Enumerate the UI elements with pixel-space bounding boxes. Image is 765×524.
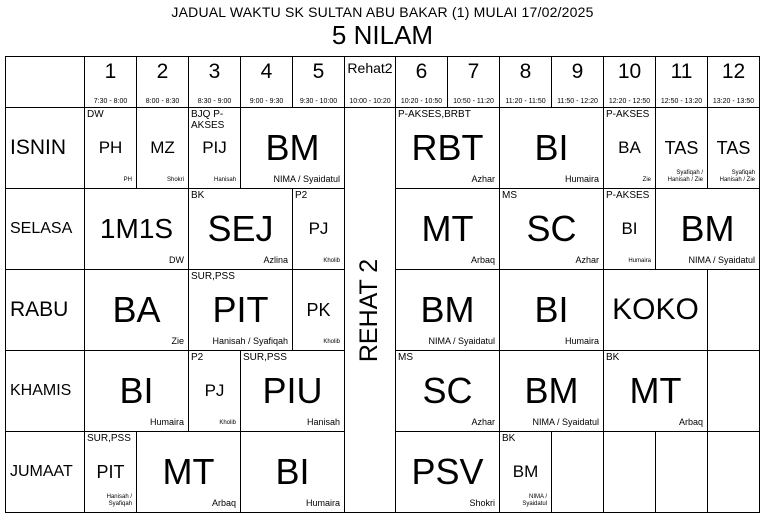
day-label: JUMAAT [10,463,73,480]
subject-code: PIU [262,370,323,411]
rehat-vertical [345,108,395,512]
subject-code: PIT [96,461,125,482]
period-header [137,57,189,108]
teacher-name: Humaira [628,258,651,264]
period-number: 10 [617,60,642,83]
lesson-cell [293,189,345,270]
period-time: 8:00 - 8:30 [145,98,180,105]
lesson-cell [241,351,345,432]
period-number: 5 [312,60,325,83]
teacher-name: Zie [642,177,651,183]
period-number: 6 [415,60,428,83]
lesson-tag: P-AKSES [606,190,650,201]
period-header [500,57,552,108]
day-cell [6,270,85,351]
day-cell [6,351,85,432]
lesson-tag: P2 [295,190,308,201]
lesson-tag: SUR,PSS [243,352,287,363]
subject-code: PJ [308,219,329,238]
period-header [85,57,137,108]
lesson-tag: BJQ P-AKSES [191,109,225,131]
subject-code: RBT [411,127,484,168]
teacher-name: Azlina [263,255,288,265]
subject-code: TAS [664,137,699,158]
teacher-name: Kholib [323,258,340,264]
corner-cell [6,57,85,108]
period-time: 7:30 - 8:00 [93,98,128,105]
teacher-name: Hanisah / Syafiqah [212,336,288,346]
lesson-tag: P2 [191,352,204,363]
period-header [656,57,708,108]
teacher-name: Hanisah [213,177,236,183]
period-number: 8 [519,60,532,83]
lesson-cell [500,432,552,513]
lesson-cell [604,189,656,270]
teacher-name: Azhar [471,417,495,427]
day-cell [6,432,85,513]
period-time: 11:50 - 12:20 [557,98,598,105]
period-number: 2 [156,60,169,83]
day-label: RABU [10,298,69,321]
teacher-name: Azhar [471,174,495,184]
lesson-cell [85,108,137,189]
period-number: 11 [670,60,693,83]
teacher-name: Shokri [469,498,495,508]
lesson-cell [500,270,604,351]
teacher-name: Arbaq [470,255,495,265]
rehat-label: REHAT 2 [355,258,384,362]
teacher-name: Zie [171,336,184,346]
timetable [5,56,760,513]
lesson-cell [604,432,656,513]
teacher-name: Humaira [564,336,599,346]
subject-code: PK [306,299,331,320]
subject-code: BM [680,208,735,249]
subject-code: SC [526,208,577,249]
period-number: 3 [208,60,221,83]
lesson-cell [708,432,760,513]
subject-code: BA [618,138,641,157]
subject-code: MT [421,208,474,249]
period-header [241,57,293,108]
lesson-cell [708,351,760,432]
lesson-cell [137,108,189,189]
subject-code: BM [512,462,539,481]
subject-code: BM [524,370,579,411]
subject-code: BI [621,219,638,238]
period-header [396,57,448,108]
lesson-cell [189,351,241,432]
teacher-name: Humaira [564,174,599,184]
lesson-cell [189,189,293,270]
subject-code: SEJ [207,208,274,249]
period-time: 8:30 - 9:00 [197,98,232,105]
teacher-name: Kholib [219,420,236,426]
period-number: 9 [571,60,584,83]
subject-code: SC [422,370,473,411]
subject-code: BA [112,289,161,330]
class-name: 5 NILAM [331,20,434,50]
day-cell [6,189,85,270]
subject-code: BI [275,451,310,492]
lesson-cell [396,432,500,513]
lesson-tag: SUR,PSS [87,433,131,444]
subject-code: BI [534,127,569,168]
lesson-cell [500,108,604,189]
subject-code: PH [98,138,123,157]
teacher-name: DW [169,255,184,265]
lesson-tag: BK [191,190,205,201]
lesson-cell [396,108,500,189]
subject-code: KOKO [612,293,699,326]
lesson-cell [85,432,137,513]
subject-code: 1M1S [99,213,174,244]
subject-code: PIJ [202,138,227,157]
lesson-cell [656,432,708,513]
teacher-name: NIMA / Syaidatul [428,336,495,346]
teacher-name: Hanisah / Syafiqah [106,494,132,507]
lesson-tag: P-AKSES,BRBT [398,109,471,120]
lesson-cell [189,108,241,189]
day-label: KHAMIS [10,382,72,399]
period-number: 1 [104,60,117,83]
period-header-rehat [345,57,396,108]
lesson-tag: BK [502,433,516,444]
lesson-cell [396,270,500,351]
lesson-tag: MS [502,190,517,201]
lesson-tag: SUR,PSS [191,271,235,282]
teacher-name: Azhar [575,255,599,265]
teacher-name: Arbaq [678,417,703,427]
teacher-name: NIMA / Syaidatul [273,174,340,184]
subject-code: MT [629,370,682,411]
subject-code: MZ [150,138,175,157]
lesson-tag: DW [87,109,104,120]
period-header [552,57,604,108]
teacher-name: Syafiqah Hanisah / Zie [719,170,755,183]
lesson-cell [500,189,604,270]
period-number: Rehat2 [347,60,393,76]
teacher-name: Humaira [305,498,340,508]
lesson-cell [396,189,500,270]
lesson-cell [293,270,345,351]
day-cell [6,108,85,189]
period-header [293,57,345,108]
day-row [6,108,760,189]
lesson-cell [85,189,189,270]
rehat-column [345,108,396,513]
day-label: ISNIN [10,136,67,159]
lesson-cell [189,270,293,351]
subject-code: PIT [212,289,269,330]
lesson-tag: MS [398,352,413,363]
subject-code: BM [265,127,320,168]
period-header [708,57,760,108]
period-number: 7 [467,60,480,83]
subject-code: PSV [411,451,484,492]
teacher-name: Shokri [166,177,184,183]
teacher-name: NIMA / Syaidatul [532,417,599,427]
teacher-name: Hanisah [306,417,340,427]
lesson-cell [604,270,708,351]
teacher-name: NIMA / Syaidatul [522,494,547,507]
lesson-cell [85,351,189,432]
lesson-cell [656,108,708,189]
period-time: 13:20 - 13:50 [712,98,755,105]
period-header [604,57,656,108]
lesson-cell [708,270,760,351]
period-time: 10:50 - 11:20 [453,98,494,105]
lesson-cell [241,108,345,189]
period-number: 4 [260,60,273,83]
lesson-cell [500,351,604,432]
subject-code: BM [420,289,475,330]
period-time: 12:50 - 13:20 [660,98,703,105]
lesson-cell [604,351,708,432]
teacher-name: Humaira [149,417,184,427]
period-time: 9:30 - 10:00 [299,98,338,105]
header-row [6,57,760,108]
subject-code: BI [534,289,569,330]
lesson-cell [137,432,241,513]
lesson-cell [604,108,656,189]
lesson-cell [708,108,760,189]
period-header [189,57,241,108]
subject-code: TAS [716,137,751,158]
teacher-name: PH [123,177,132,183]
day-label: SELASA [10,220,73,237]
lesson-cell [241,432,345,513]
subject-code: BI [119,370,154,411]
subject-code: PJ [204,381,225,400]
lesson-tag: P-AKSES [606,109,650,120]
subject-code: MT [162,451,215,492]
teacher-name: Kholib [323,339,340,345]
lesson-cell [552,432,604,513]
lesson-cell [85,270,189,351]
lesson-tag: BK [606,352,620,363]
period-time: 11:20 - 11:50 [505,98,546,105]
teacher-name: Syafiqah / Hanisah / Zie [667,170,703,183]
period-number: 12 [721,60,746,83]
page-title: JADUAL WAKTU SK SULTAN ABU BAKAR (1) MULAI 17/02/2025 [171,4,594,20]
period-time: 10:20 - 10:50 [400,98,443,105]
period-time: 9:00 - 9:30 [249,98,284,105]
period-time: 10:00 - 10:20 [349,98,391,105]
teacher-name: NIMA / Syaidatul [688,255,755,265]
teacher-name: Arbaq [211,498,236,508]
period-time: 12:20 - 12:50 [608,98,651,105]
lesson-cell [396,351,500,432]
lesson-cell [656,189,760,270]
period-header [448,57,500,108]
